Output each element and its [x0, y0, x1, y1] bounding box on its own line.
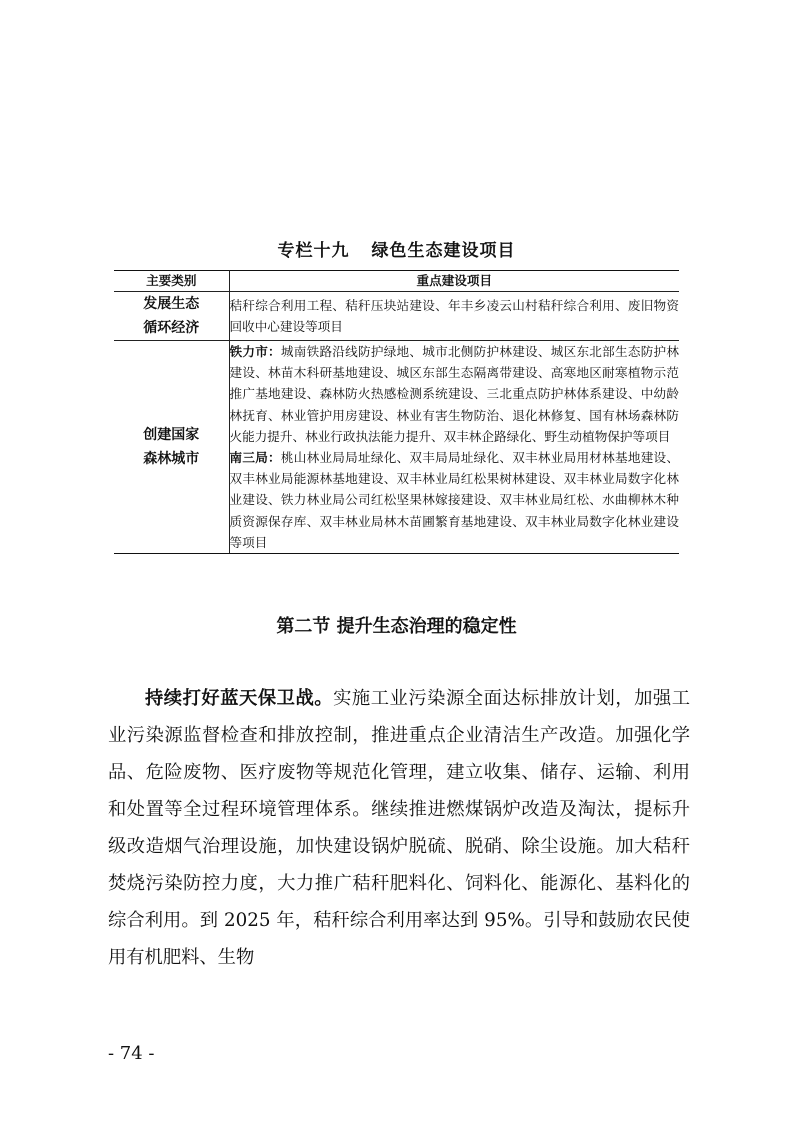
projects-text: 秸秆综合利用工程、秸秆压块站建设、年丰乡凌云山村秸秆综合利用、废旧物资回收中心建设等项目: [229, 297, 679, 334]
projects-cell: [229, 341, 679, 554]
table-title-name: 绿色生态建设项目: [371, 241, 516, 261]
header-projects: 重点建设项目: [229, 271, 679, 292]
city-block-tieli: [230, 341, 680, 447]
table-row: [114, 341, 679, 554]
city-label: 铁力市：: [229, 344, 281, 359]
city-projects: 桃山林业局局址绿化、双丰局局址绿化、双丰林业局用材林基地建设、双丰林业局能源林基地建设、双丰林业局红松果树林建设、双丰林业局数字化林业建设、铁力林业局公司红松坚果林嫁接建设、双丰林业局红松、水曲柳林木种质资源保存库、双丰林业局林木苗圃繁育基地建设、双丰林业局数字化林业建设等项目: [229, 450, 680, 550]
category-line: 发展生态: [143, 296, 200, 312]
projects-cell: [229, 292, 679, 341]
section-heading: 第二节 提升生态治理的稳定性: [276, 616, 517, 637]
body-paragraph: [108, 680, 690, 976]
category-cell: [114, 292, 229, 341]
paragraph-lead: 持续打好蓝天保卫战。: [145, 688, 334, 709]
category-line: 循环经济: [143, 320, 200, 336]
table-title-column: 专栏十九: [277, 241, 350, 261]
header-category: 主要类别: [114, 271, 229, 292]
city-label: 南三局：: [229, 450, 281, 466]
category-cell: [114, 341, 229, 554]
page-number: - 74 -: [108, 1043, 155, 1064]
category-line: 森林城市: [143, 451, 200, 468]
paragraph-text: 实施工业污染源全面达标排放计划，加强工业污染源监督检查和排放控制，推进重点企业清洁生产改造。加强化学品、危险废物、医疗废物等规范化管理，建立收集、储存、运输、利用和处置等全过程环境管理体系。继续推进燃煤锅炉改造及淘汰，提标升级改造烟气治理设施，加快建设锅炉脱硫、脱硝、除尘设施。加大秸秆焚烧污染防控力度，大力推广秸秆肥料化、饲料化、能源化、基料化的综合利用。到 2025 年，秸秆综合利用率达到 95%。引导和鼓励农民使用有机肥料、生物: [108, 688, 691, 968]
table-row: [114, 292, 679, 341]
city-block-nansanju: [230, 447, 680, 553]
category-line: 创建国家: [143, 427, 200, 444]
city-projects: 城南铁路沿线防护绿地、城市北侧防护林建设、城区东北部生态防护林建设、林苗木科研基地建设、城区东部生态隔离带建设、高寒地区耐寒植物示范推广基地建设、森林防火热感检测系统建设、三北重点防护林体系建设、中幼龄林抚育、林业管护用房建设、林业有害生物防治、退化林修复、国有林场森林防火能力提升、林业行政执法能力提升、双丰林企路绿化、野生动植物保护等项目: [229, 344, 680, 444]
table-header-row: [114, 271, 679, 292]
projects-table: [114, 270, 679, 554]
table-title: [0, 236, 793, 261]
